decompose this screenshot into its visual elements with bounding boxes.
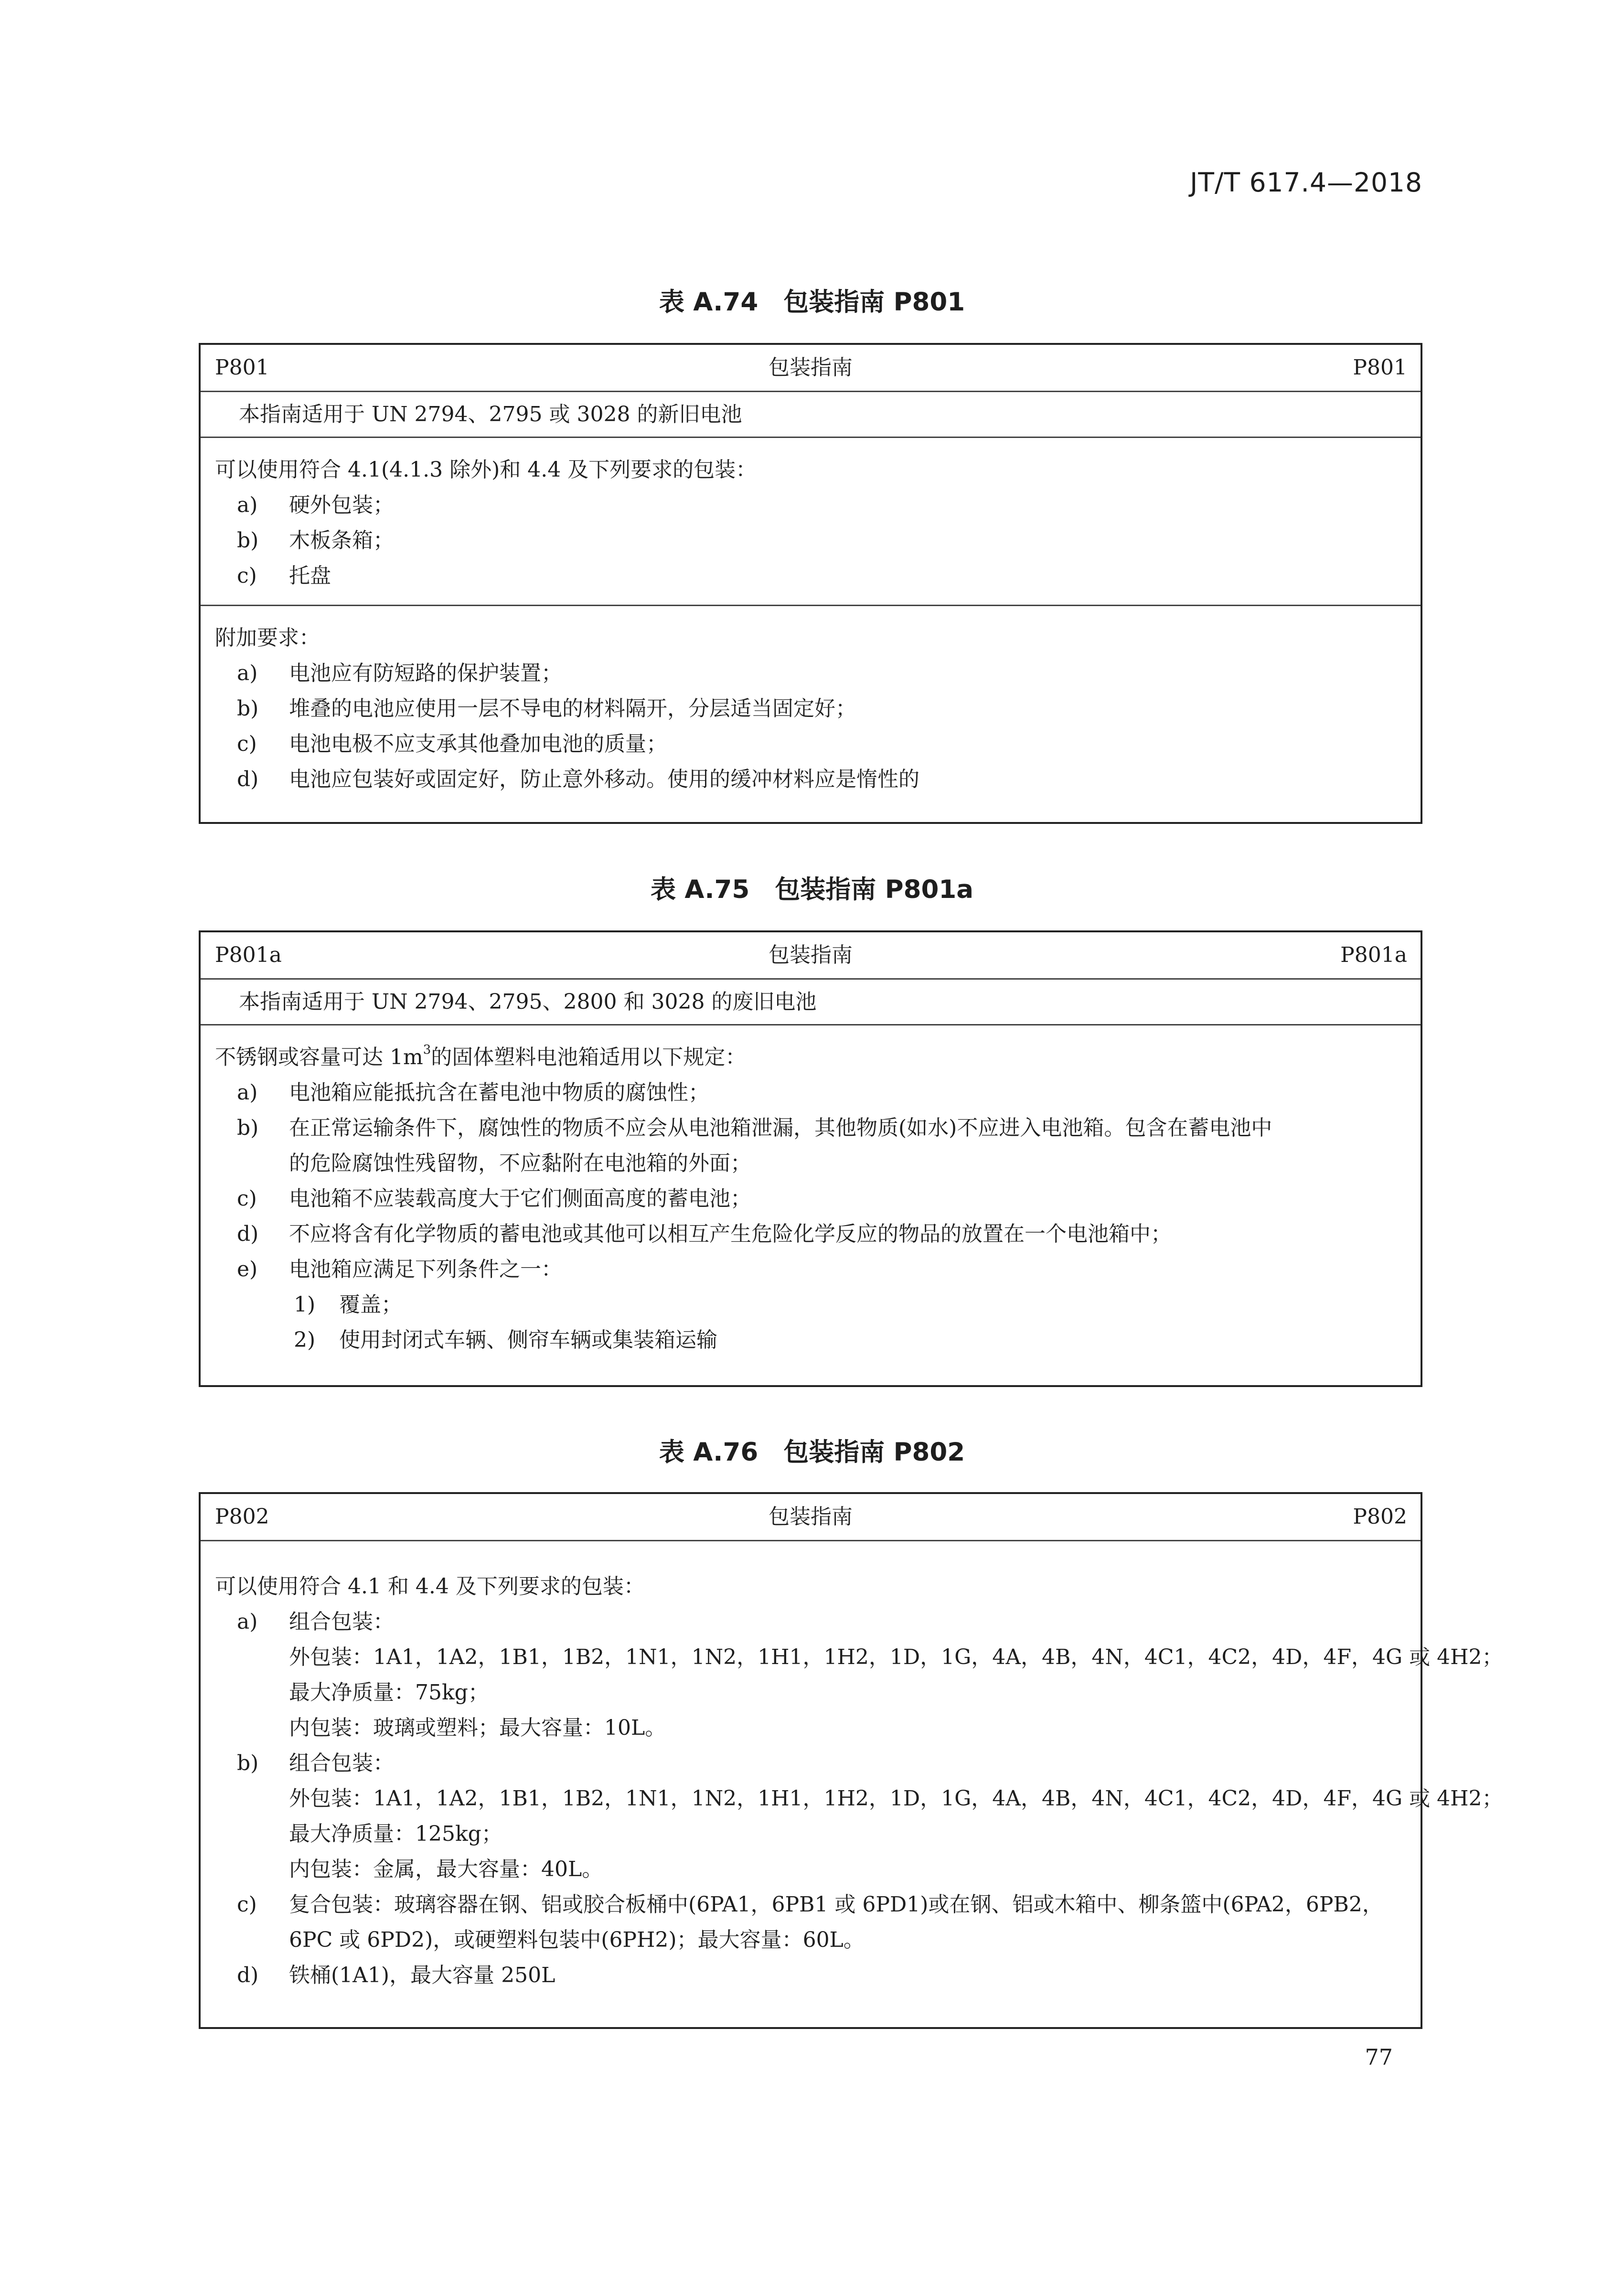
item-marker: b) [237, 528, 259, 553]
table-title-a75: 表 A.75 包装指南 P801a [650, 875, 974, 904]
table-p801 [199, 343, 1422, 824]
intro-text: 的固体塑料电池箱适用以下规定： [431, 1045, 747, 1069]
table-header-row [201, 345, 1421, 392]
list-item [215, 523, 1406, 558]
item-text: 电池应有防短路的保护装置； [289, 661, 562, 685]
item-text: 复合包装：玻璃容器在钢、铝或胶合板桶中(6PA1，6PB1 或 6PD1)或在钢、铝或木箱中、柳条篮中(6PA2，6PB2， [289, 1892, 1383, 1917]
item-marker: a) [237, 493, 258, 517]
item-marker: c) [237, 732, 257, 756]
section-intro [215, 1040, 1406, 1075]
item-marker: 1) [294, 1292, 316, 1317]
item-marker: b) [237, 696, 259, 721]
item-marker: c) [237, 1186, 257, 1211]
scope-row: 本指南适用于 UN 2794、2795 或 3028 的新旧电池 [201, 392, 1421, 438]
sub-list-item [215, 1287, 1406, 1323]
list-item [215, 1604, 1406, 1640]
item-text: 电池箱不应装载高度大于它们侧面高度的蓄电池； [289, 1186, 751, 1211]
list-item [215, 1887, 1406, 1922]
list-item [215, 1252, 1406, 1287]
additional-requirements-section [201, 606, 1421, 797]
item-detail-line: 外包装：1A1，1A2，1B1，1B2，1N1，1N2，1H1，1H2，1D，1G，4A，4B，4N，4C1，4C2，4D，4F，4G 或 4H2； [289, 1645, 1503, 1669]
item-marker: d) [237, 1963, 259, 1987]
superscript: 3 [423, 1043, 431, 1057]
item-detail-line: 内包装：玻璃或塑料；最大容量：10L。 [289, 1716, 666, 1740]
item-text: 不应将含有化学物质的蓄电池或其他可以相互产生危险化学反应的物品的放置在一个电池箱中； [289, 1222, 1172, 1246]
intro-text: 不锈钢或容量可达 1m [215, 1045, 423, 1069]
item-marker: c) [237, 1892, 257, 1917]
item-text: 电池箱应满足下列条件之一： [289, 1257, 562, 1281]
instruction-code-left: P802 [215, 1505, 269, 1529]
item-detail-line: 6PC 或 6PD2)，或硬塑料包装中(6PH2)；最大容量：60L。 [289, 1928, 865, 1952]
item-text: 铁桶(1A1)，最大容量 250L [289, 1963, 556, 1987]
table-p802 [199, 1492, 1503, 2029]
item-marker: d) [237, 767, 259, 791]
item-text: 使用封闭式车辆、侧帘车辆或集装箱运输 [339, 1328, 717, 1352]
item-continuation: 的危险腐蚀性残留物，不应黏附在电池箱的外面； [289, 1151, 751, 1175]
item-text: 木板条箱； [289, 528, 394, 553]
list-item [215, 1217, 1406, 1252]
item-text: 组合包装： [289, 1610, 394, 1634]
item-text: 电池箱应能抵抗含在蓄电池中物质的腐蚀性； [289, 1080, 709, 1105]
item-text: 组合包装： [289, 1751, 394, 1775]
instruction-code-left: P801 [215, 355, 269, 380]
document-code: JT/T 617.4—2018 [1190, 167, 1422, 198]
item-marker: e) [237, 1257, 258, 1281]
item-text: 电池电极不应支承其他叠加电池的质量； [289, 732, 667, 756]
requirements-section [201, 1025, 1421, 1358]
table-heading: 包装指南 [769, 943, 853, 967]
section-intro: 可以使用符合 4.1 和 4.4 及下列要求的包装： [215, 1574, 645, 1599]
packaging-section [201, 1541, 1503, 1993]
item-text: 在正常运输条件下，腐蚀性的物质不应会从电池箱泄漏，其他物质(如水)不应进入电池箱。包含在蓄电池中 [289, 1116, 1272, 1140]
item-marker: d) [237, 1222, 259, 1246]
instruction-code-right: P801a [1340, 943, 1407, 967]
table-header-row [201, 932, 1421, 980]
list-item [215, 1110, 1406, 1146]
list-item [215, 558, 1406, 594]
list-item [215, 1746, 1406, 1781]
item-marker: b) [237, 1116, 259, 1140]
list-item [215, 691, 1406, 726]
page-number: 77 [1365, 2044, 1393, 2070]
list-item [215, 1075, 1406, 1110]
item-text: 硬外包装； [289, 493, 394, 517]
item-marker: c) [237, 564, 257, 588]
item-detail-line: 最大净质量：125kg； [289, 1822, 502, 1846]
item-text: 托盘 [289, 564, 331, 588]
scope-row: 本指南适用于 UN 2794、2795、2800 和 3028 的废旧电池 [201, 980, 1421, 1025]
item-detail-line: 外包装：1A1，1A2，1B1，1B2，1N1，1N2，1H1，1H2，1D，1G，4A，4B，4N，4C1，4C2，4D，4F，4G 或 4H2； [289, 1786, 1503, 1811]
list-item [215, 1958, 1406, 1993]
list-item [215, 488, 1406, 523]
item-marker: 2) [294, 1328, 316, 1352]
instruction-code-right: P801 [1353, 355, 1407, 380]
table-heading: 包装指南 [769, 355, 853, 380]
table-title-a74: 表 A.74 包装指南 P801 [659, 288, 965, 317]
instruction-code-left: P801a [215, 943, 282, 967]
item-marker: a) [237, 1080, 258, 1105]
list-item [215, 656, 1406, 691]
section-intro: 附加要求： [215, 626, 320, 650]
sub-list-item [215, 1323, 1406, 1358]
list-item [215, 762, 1406, 797]
packaging-section [201, 438, 1421, 606]
item-detail-line: 最大净质量：75kg； [289, 1680, 489, 1705]
item-text: 电池应包装好或固定好，防止意外移动。使用的缓冲材料应是惰性的 [289, 767, 919, 791]
table-heading: 包装指南 [769, 1505, 853, 1529]
section-intro: 可以使用符合 4.1(4.1.3 除外)和 4.4 及下列要求的包装： [215, 458, 757, 482]
item-marker: a) [237, 1610, 258, 1634]
item-detail-line: 内包装：金属，最大容量：40L。 [289, 1857, 603, 1881]
table-header-row [201, 1494, 1421, 1541]
item-text: 覆盖； [339, 1292, 402, 1317]
list-item [215, 726, 1406, 762]
table-p801a [199, 930, 1422, 1387]
item-marker: a) [237, 661, 258, 685]
table-title-a76: 表 A.76 包装指南 P802 [659, 1438, 965, 1467]
instruction-code-right: P802 [1353, 1505, 1407, 1529]
item-marker: b) [237, 1751, 259, 1775]
item-text: 堆叠的电池应使用一层不导电的材料隔开，分层适当固定好； [289, 696, 856, 721]
list-item [215, 1181, 1406, 1217]
